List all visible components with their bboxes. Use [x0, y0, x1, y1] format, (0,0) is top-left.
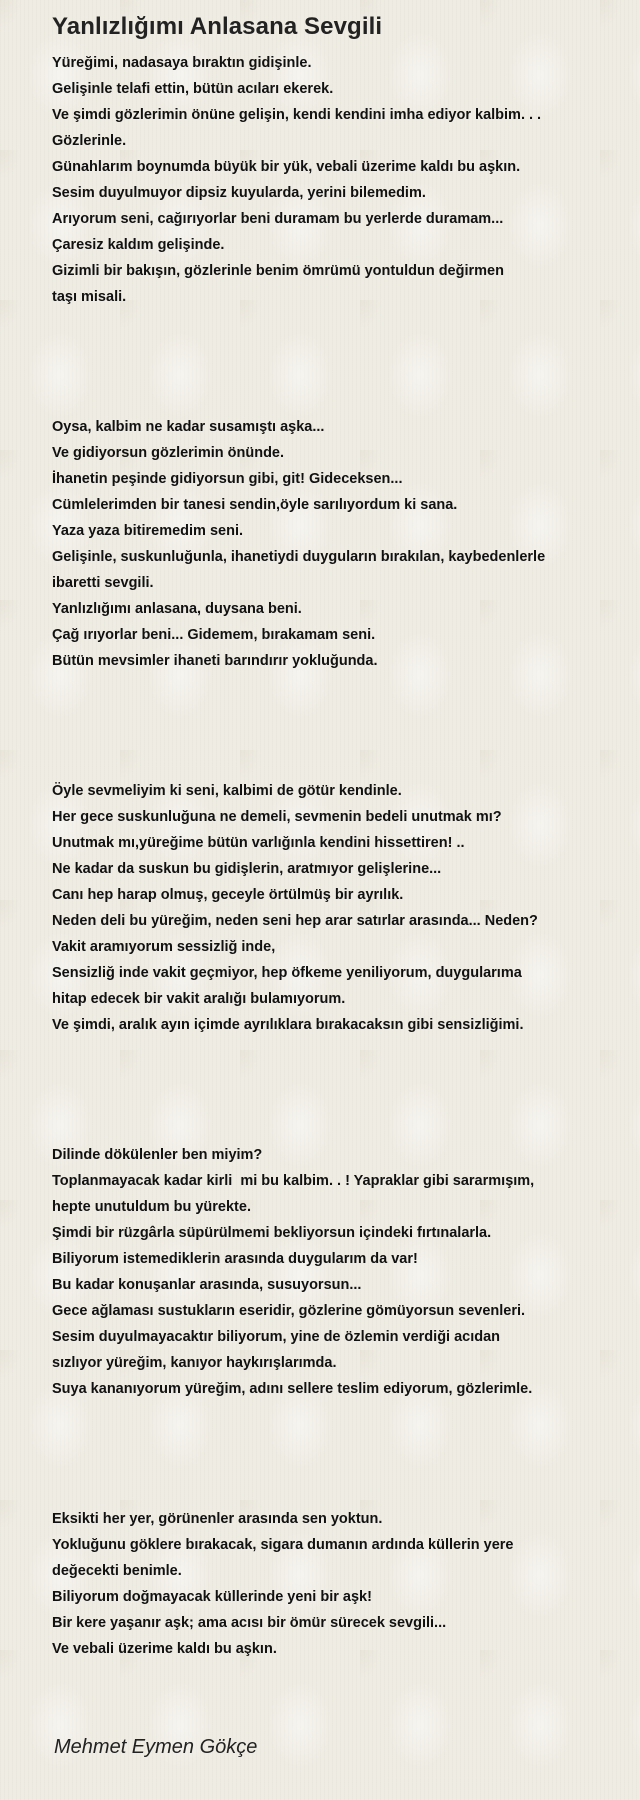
poem-line: Ve gidiyorsun gözlerimin önünde.	[52, 445, 285, 461]
poem-line: hepte unutuldum bu yürekte.	[52, 1199, 251, 1215]
poem-line: Ne kadar da suskun bu gidişlerin, aratmıyor gelişlerine...	[52, 861, 442, 877]
poem-stanza	[52, 50, 612, 310]
poem-line: İhanetin peşinde gidiyorsun gibi, git! Gideceksen...	[52, 471, 403, 487]
poem-line: Ve vebali üzerime kaldı bu aşkın.	[52, 1641, 277, 1657]
poem-line: Şimdi bir rüzgârla süpürülmemi bekliyorsun içindeki fırtınalarla.	[52, 1225, 492, 1241]
poem-line: Neden deli bu yüreğim, neden seni hep arar satırlar arasında... Neden?	[52, 913, 538, 929]
poem-line: değecekti benimle.	[52, 1563, 182, 1579]
poem-line: Vakit aramıyorum sessizliğ inde,	[52, 939, 276, 955]
poem-title: Yanlızlığımı Anlasana Sevgili	[52, 13, 383, 40]
poem-body	[52, 50, 612, 1662]
poem-line: Bu kadar konuşanlar arasında, susuyorsun...	[52, 1277, 362, 1293]
poem-line: ibaretti sevgili.	[52, 575, 154, 591]
poem-line: Bütün mevsimler ihaneti barındırır yokluğunda.	[52, 653, 378, 669]
poem-stanza	[52, 1142, 612, 1402]
poem-line: Cümlelerimden bir tanesi sendin,öyle sarılıyordum ki sana.	[52, 497, 458, 513]
poem-line: Yanlızlığımı anlasana, duysana beni.	[52, 601, 302, 617]
poem-line: Ve şimdi, aralık ayın içimde ayrılıklara bırakacaksın gibi sensizliğimi.	[52, 1017, 524, 1033]
poem-line: Çaresiz kaldım gelişinde.	[52, 237, 225, 253]
poem-line: Gelişinle, suskunluğunla, ihanetiydi duyguların bırakılan, kaybedenlerle	[52, 549, 546, 565]
poem-line: Öyle sevmeliyim ki seni, kalbimi de götür kendinle.	[52, 783, 402, 799]
poem-line: Biliyorum doğmayacak küllerinde yeni bir aşk!	[52, 1589, 372, 1605]
poem-line: Biliyorum istemediklerin arasında duygularım da var!	[52, 1251, 418, 1267]
poem-line: Bir kere yaşanır aşk; ama acısı bir ömür sürecek sevgili...	[52, 1615, 447, 1631]
poem-line: Yüreğimi, nadasaya bıraktın gidişinle.	[52, 55, 312, 71]
poem-line: Gece ağlaması sustukların eseridir, gözlerine gömüyorsun sevenleri.	[52, 1303, 526, 1319]
poem-stanza	[52, 1506, 612, 1662]
author-name: Mehmet Eymen Gökçe	[54, 1736, 258, 1758]
poem-line: Yaza yaza bitiremedim seni.	[52, 523, 244, 539]
poem-line: Unutmak mı,yüreğime bütün varlığınla kendini hissettiren! ..	[52, 835, 465, 851]
poem-line: Gelişinle telafi ettin, bütün acıları ekerek.	[52, 81, 334, 97]
poem-line: Gizimli bir bakışın, gözlerinle benim ömrümü yontuldun değirmen	[52, 263, 504, 279]
poem-stanza	[52, 414, 612, 674]
poem-line: Ve şimdi gözlerimin önüne gelişin, kendi kendini imha ediyor kalbim. . .	[52, 107, 542, 123]
poem-line: Sesim duyulmayacaktır biliyorum, yine de özlemin verdiği acıdan	[52, 1329, 501, 1345]
poem-line: Dilinde dökülenler ben miyim?	[52, 1147, 263, 1163]
poem-line: Canı hep harap olmuş, geceyle örtülmüş bir ayrılık.	[52, 887, 404, 903]
poem-stanza	[52, 778, 612, 1038]
poem-line: hitap edecek bir vakit aralığı bulamıyorum.	[52, 991, 346, 1007]
poem-line: Suya kananıyorum yüreğim, adını sellere teslim ediyorum, gözlerimle.	[52, 1381, 533, 1397]
poem-line: taşı misali.	[52, 289, 127, 305]
poem-line: Sesim duyulmuyor dipsiz kuyularda, yerini bilemedim.	[52, 185, 426, 201]
poem-container	[52, 8, 612, 1662]
poem-line: Her gece suskunluğuna ne demeli, sevmenin bedeli unutmak mı?	[52, 809, 502, 825]
poem-line: Çağ ırıyorlar beni... Gidemem, bırakamam seni.	[52, 627, 376, 643]
poem-line: Oysa, kalbim ne kadar susamıştı aşka...	[52, 419, 325, 435]
poem-line: Yokluğunu göklere bırakacak, sigara dumanın ardında küllerin yere	[52, 1537, 514, 1553]
poem-line: sızlıyor yüreğim, kanıyor haykırışlarımda.	[52, 1355, 337, 1371]
poem-line: Sensizliğ inde vakit geçmiyor, hep öfkeme yeniliyorum, duygularıma	[52, 965, 522, 981]
poem-line: Eksikti her yer, görünenler arasında sen yoktun.	[52, 1511, 383, 1527]
poem-line: Arıyorum seni, cağırıyorlar beni duramam bu yerlerde duramam...	[52, 211, 504, 227]
poem-line: Gözlerinle.	[52, 133, 127, 149]
poem-line: Günahlarım boynumda büyük bir yük, vebali üzerime kaldı bu aşkın.	[52, 159, 521, 175]
poem-line: Toplanmayacak kadar kirli mi bu kalbim. . ! Yapraklar gibi sararmışım,	[52, 1173, 535, 1189]
